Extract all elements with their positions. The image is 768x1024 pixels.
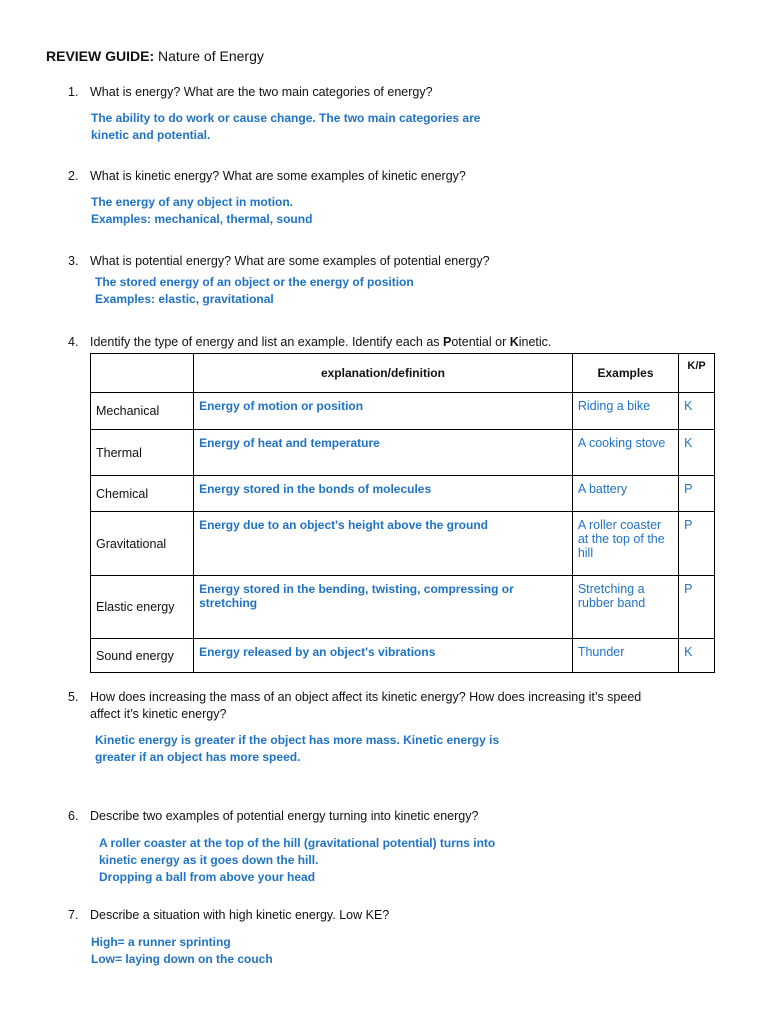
energy-type-cell: Sound energy [91, 639, 194, 673]
table-row [91, 639, 715, 673]
table-row [91, 576, 715, 639]
question-number: 5. [68, 690, 79, 704]
question-number: 7. [68, 908, 79, 922]
title-bold: REVIEW GUIDE: [46, 48, 155, 64]
kp-cell: P [679, 476, 715, 512]
example-cell: Riding a bike [572, 393, 678, 430]
energy-types-table [90, 353, 715, 673]
example-cell: Stretching a rubber band [572, 576, 678, 639]
definition-cell: Energy of heat and temperature [194, 430, 573, 476]
example-cell: A cooking stove [572, 430, 678, 476]
question-text: Describe two examples of potential energy turning into kinetic energy? [90, 809, 479, 823]
definition-cell: Energy stored in the bending, twisting, compressing or stretching [194, 576, 573, 639]
kp-cell: K [679, 393, 715, 430]
answer-7: High= a runner sprinting Low= laying down on the couch [91, 935, 273, 966]
table-row [91, 393, 715, 430]
example-cell: Thunder [572, 639, 678, 673]
table-header-row [91, 354, 715, 393]
table-header-examples: Examples [572, 354, 678, 393]
energy-type-cell: Thermal [91, 430, 194, 476]
definition-cell: Energy released by an object's vibrations [194, 639, 573, 673]
answer-3: The stored energy of an object or the energy of position Examples: elastic, gravitational [95, 275, 414, 306]
question-number: 2. [68, 169, 79, 183]
question-text: Identify the type of energy and list an example. Identify each as Potential or Kinetic. [90, 335, 552, 349]
example-cell: A roller coaster at the top of the hill [572, 512, 678, 576]
energy-type-cell: Mechanical [91, 393, 194, 430]
table-row [91, 512, 715, 576]
definition-cell: Energy of motion or position [194, 393, 573, 430]
question-text: How does increasing the mass of an object affect its kinetic energy? How does increasing it’s speed affect it’s kinetic energy? [90, 690, 642, 721]
answer-6: A roller coaster at the top of the hill (gravitational potential) turns into kinetic energy as it goes down the hill. Dropping a ball from above your head [99, 836, 496, 884]
answer-5: Kinetic energy is greater if the object has more mass. Kinetic energy is greater if an object has more speed. [95, 733, 500, 764]
table-header-blank [91, 354, 194, 393]
title-rest: Nature of Energy [154, 48, 264, 64]
question-text: What is potential energy? What are some examples of potential energy? [90, 254, 490, 268]
question-number: 1. [68, 85, 79, 99]
answer-2: The energy of any object in motion. Examples: mechanical, thermal, sound [91, 195, 313, 226]
table-row [91, 476, 715, 512]
kp-cell: K [679, 639, 715, 673]
definition-cell: Energy stored in the bonds of molecules [194, 476, 573, 512]
question-number: 3. [68, 254, 79, 268]
question-text: Describe a situation with high kinetic energy. Low KE? [90, 908, 390, 922]
page-title [46, 48, 264, 64]
table-row [91, 430, 715, 476]
energy-type-cell: Chemical [91, 476, 194, 512]
question-number: 6. [68, 809, 79, 823]
energy-type-cell: Elastic energy [91, 576, 194, 639]
question-text: What is kinetic energy? What are some examples of kinetic energy? [90, 169, 466, 183]
table-header-kp: K/P [679, 354, 715, 393]
kp-cell: P [679, 512, 715, 576]
question-number: 4. [68, 335, 79, 349]
kp-cell: P [679, 576, 715, 639]
question-text: What is energy? What are the two main categories of energy? [90, 85, 433, 99]
answer-1: The ability to do work or cause change. The two main categories are kinetic and potential. [91, 111, 481, 142]
kp-cell: K [679, 430, 715, 476]
energy-type-cell: Gravitational [91, 512, 194, 576]
example-cell: A battery [572, 476, 678, 512]
definition-cell: Energy due to an object's height above the ground [194, 512, 573, 576]
table-header-definition: explanation/definition [194, 354, 573, 393]
